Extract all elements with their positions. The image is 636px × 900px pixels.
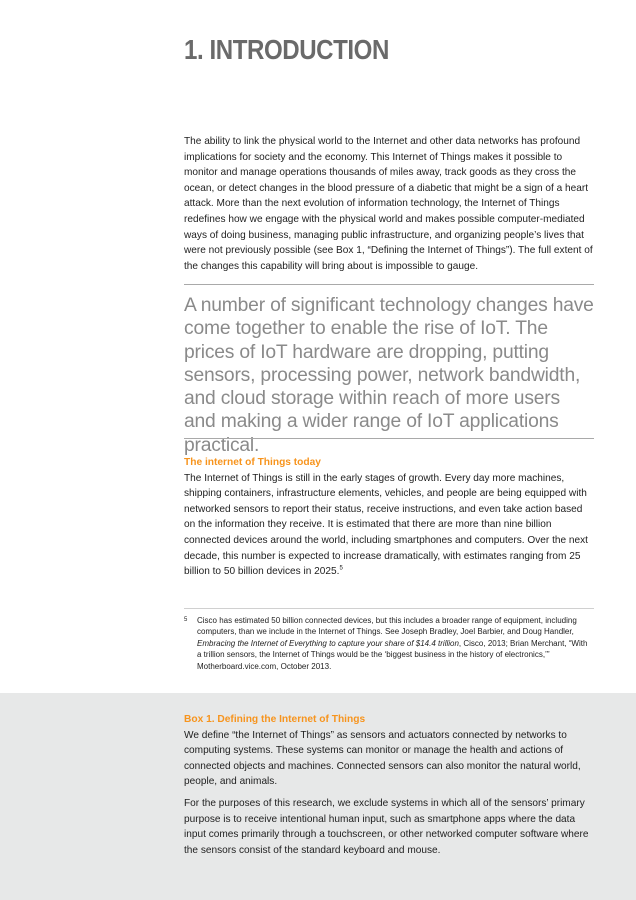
box-paragraph-2: For the purposes of this research, we exclude systems in which all of the sensors’ primary purpose is to receive intentional human input, such as smartphone apps where the data input comes primarily through a touchscreen, or other networked computer software where the sensors consist of the standard keyboard and mouse. <box>184 797 589 856</box>
section-body-text: The Internet of Things is still in the early stages of growth. Every day more machines, shipping containers, infrastructure elements, vehicles, and people are being equipped with networked sensors to report their status, receive instructions, and even take action based on the information they receive. It is estimated that there are more than nine billion connected devices around the world, including smartphones and computers. Over the next decade, this number is expected to increase dramatically, with estimates ranging from 25 billion to 50 billion devices in 2025. <box>184 472 588 578</box>
box-paragraph-1: We define “the Internet of Things” as sensors and actuators connected by networks to computing systems. These systems can monitor or manage the health and actions of connected objects and machines. Connected sensors can also monitor the natural world, people, and animals. <box>184 729 581 788</box>
section-heading: The internet of Things today <box>184 457 321 468</box>
section-body <box>184 471 594 580</box>
intro-paragraph: The ability to link the physical world to the Internet and other data networks has profound implications for society and the economy. This Internet of Things makes it possible to monitor and manage operations thousands of miles away, track goods as they cross the ocean, or detect changes in the blood pressure of a diabetic that might be a sign of a heart attack. More than the next evolution of information technology, the Internet of Things redefines how we engage with the physical world and makes possible computer-mediated ways of doing business, managing public infrastructure, and organizing people’s lives that were not previously possible (see Box 1, “Defining the Internet of Things”). The full extent of the changes this capability will bring about is impossible to gauge. <box>184 136 593 272</box>
pull-quote-bottom-rule <box>184 438 594 439</box>
footnote-divider <box>184 608 594 609</box>
footnote-text-before: Cisco has estimated 50 billion connected devices, but this includes a broader range of equipment, including computers, than we include in the Internet of Things. See Joseph Bradley, Joel Barbier, and Doug Handler, <box>197 616 577 637</box>
definition-box-content <box>184 712 596 864</box>
definition-box <box>0 693 636 900</box>
pull-quote-top-rule <box>184 284 594 285</box>
footnote-reference[interactable]: 5 <box>339 565 343 572</box>
footnote-text-after: , Cisco, 2013; Brian Merchant, “With a trillion sensors, the Internet of Things would be the ‘biggest business in the history of electronics,’” Motherboard.vice.com, October 2013. <box>197 638 588 671</box>
pull-quote: A number of significant technology changes have come together to enable the rise of IoT. The prices of IoT hardware are dropping, putting sensors, processing power, network bandwidth, and cloud storage within reach of more users and making a wider range of IoT applications practical. <box>184 295 594 456</box>
footnote-number: 5 <box>184 617 188 623</box>
footnote-cited-title: Embracing the Internet of Everything to capture your share of $14.4 trillion <box>197 638 459 648</box>
page-title: 1. INTRODUCTION <box>184 34 389 65</box>
section-iot-today <box>184 455 594 580</box>
footnote <box>184 615 594 672</box>
footnote-text <box>197 615 594 672</box>
box-heading: Box 1. Defining the Internet of Things <box>184 714 366 725</box>
